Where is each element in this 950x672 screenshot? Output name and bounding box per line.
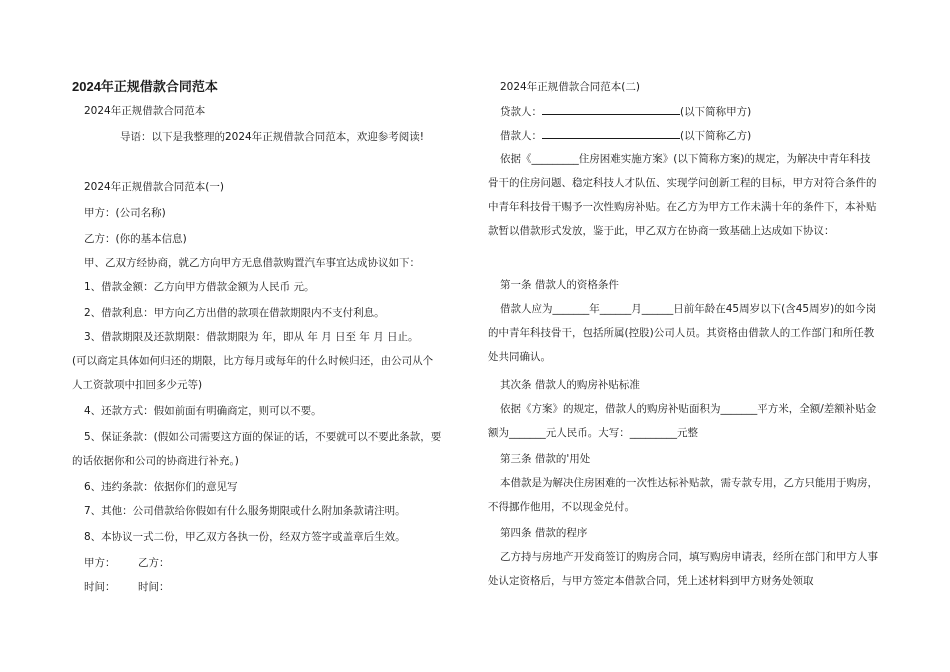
sign-time-b: 时间： [138, 581, 170, 593]
section-title-1: 2024年正规借款合同范本(一) [84, 181, 224, 193]
borrower-label: 借款人： [500, 130, 542, 142]
clause-8: 8、本协议一式二份，甲乙双方各执一份，经双方签字或盖章后生效。 [84, 531, 406, 543]
section-title-2: 2024年正规借款合同范本(二) [500, 81, 640, 93]
party-a-line: 甲方：(公司名称) [84, 207, 166, 219]
clause-7: 7、其他：公司借款给你假如有什么服务期限或什么附加条款请注明。 [84, 505, 406, 517]
lender-label: 贷款人： [500, 106, 542, 118]
clause-3: 3、借款期限及还款期限：借款期限为 年，即从 年 月 日至 年 月 日止。 [84, 331, 419, 343]
lender-line [500, 104, 751, 119]
document-title: 2024年正规借款合同范本 [72, 79, 218, 94]
agreement-line: 甲、乙双方经协商，就乙方向甲方无息借款购置汽车事宜达成协议如下： [84, 257, 420, 269]
clause-5-line-2: 的话依据你和公司的协商进行补充。) [72, 455, 239, 467]
article-1-title: 第一条 借款人的资格条件 [500, 279, 619, 291]
intro-text: 导语：以下是我整理的2024年正规借款合同范本，欢迎参考阅读! [120, 131, 424, 143]
article-4-title: 第四条 借款的程序 [500, 527, 588, 539]
article-2-body: 依据《方案》的规定，借款人的购房补贴面积为_______平方米，全额/差额补贴金额为_______元人民币。大写：_________元整 [488, 403, 877, 439]
lender-suffix: (以下简称甲方) [680, 106, 752, 118]
article-3-body: 本借款是为解决住房困难的一次性达标补贴款，需专款专用，乙方只能用于购房，不得挪作他用，不以现金兑付。 [488, 477, 878, 513]
article-2-title: 其次条 借款人的购房补贴标准 [500, 379, 640, 391]
clause-5-line-1: 5、保证条款：(假如公司需要这方面的保证的话，不要就可以不要此条款，要 [84, 431, 442, 443]
sign-party-a: 甲方： [84, 557, 116, 569]
clause-6: 6、违约条款：依据你们的意见写 [84, 481, 238, 493]
lender-blank [542, 104, 680, 115]
sign-time-a: 时间： [84, 581, 116, 593]
clause-3-note-line-2: 人工资款项中扣回多少元等) [72, 379, 203, 391]
borrower-blank [542, 128, 680, 139]
borrower-line [500, 128, 751, 143]
clause-4: 4、还款方式：假如前面有明确商定，则可以不要。 [84, 405, 322, 417]
article-4-body: 乙方持与房地产开发商签订的购房合同，填写购房申请表，经所在部门和甲方人事处认定资格后，与甲方签定本借款合同，凭上述材料到甲方财务处领取 [488, 551, 878, 587]
borrower-suffix: (以下简称乙方) [680, 130, 752, 142]
sign-party-b: 乙方： [138, 557, 170, 569]
clause-3-note-line-1: (可以商定具体如何归还的期限，比方每月或每年的什么时候归还，由公司从个 [72, 355, 434, 367]
basis-paragraph: 依据《_________住房困难实施方案》(以下简称方案)的规定，为解决中青年科技骨干的住房问题、稳定科技人才队伍、实现学问创新工程的目标，甲方对符合条件的中青年科技骨干赐予一次性购房补贴。在乙方为甲方工作未满十年的条件下，本补贴款暂以借款形式发放，鉴于此，甲乙双方在协商一致基础上达成如下协议： [488, 153, 877, 237]
article-3-title: 第三条 借款的'用处 [500, 453, 591, 465]
subtitle: 2024年正规借款合同范本 [84, 105, 206, 117]
clause-1: 1、借款金额：乙方向甲方借款金额为人民币 元。 [84, 281, 315, 293]
party-b-line: 乙方：(你的基本信息) [84, 233, 187, 245]
clause-2: 2、借款利息：甲方向乙方出借的款项在借款期限内不支付利息。 [84, 307, 385, 319]
article-1-body: 借款人应为_______年______月______日前年龄在45周岁以下(含45周岁)的如今岗的中青年科技骨干，包括所属(控股)公司人员。其资格由借款人的工作部门和所任教处共同确认。 [488, 303, 877, 363]
